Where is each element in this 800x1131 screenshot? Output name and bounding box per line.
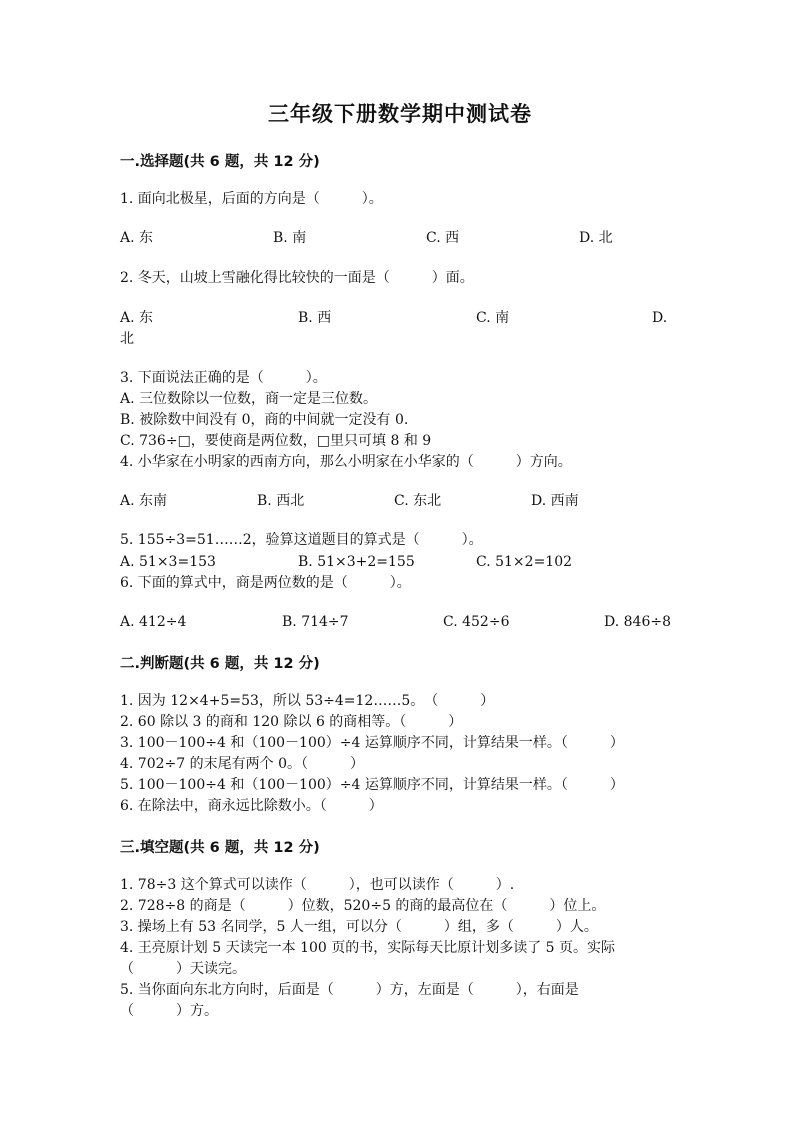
exam-title: 三年级下册数学期中测试卷 — [268, 102, 532, 126]
option-b: B. 被除数中间没有 0，商的中间就一定没有 0. — [120, 412, 409, 428]
judgement-item: 4. 702÷7 的末尾有两个 0。（ ） — [120, 756, 364, 772]
option-d-wrap: 北 — [120, 331, 134, 347]
option-c: C. 452÷6 — [443, 614, 510, 630]
option-d: D. 846÷8 — [604, 614, 671, 630]
judgement-item: 2. 60 除以 3 的商和 120 除以 6 的商相等。（ ） — [120, 714, 463, 730]
fill-blank-item: 3. 操场上有 53 名同学，5 人一组，可以分（ ）组，多（ ）人。 — [120, 919, 598, 935]
option-c: C. 736÷□，要使商是两位数，□里只可填 8 和 9 — [120, 433, 432, 449]
option-c: C. 51×2=102 — [476, 554, 573, 570]
fill-blank-item-continued: （ ）天读完。 — [120, 961, 246, 977]
fill-blank-item: 4. 王亮原计划 5 天读完一本 100 页的书，实际每天比原计划多读了 5 页。实际 — [120, 940, 616, 956]
option-d: D. 西南 — [531, 493, 579, 509]
judgement-item: 1. 因为 12×4+5=53，所以 53÷4=12……5。 （ ） — [120, 693, 495, 709]
judgement-item: 5. 100－100÷4 和（100－100）÷4 运算顺序不同，计算结果一样。（ ） — [120, 777, 624, 793]
option-b: B. 西 — [298, 310, 332, 326]
section-heading-fill-blank: 三.填空题(共 6 题，共 12 分) — [120, 840, 320, 856]
fill-blank-item: 5. 当你面向东北方向时，后面是（ ）方，左面是（ ），右面是 — [120, 982, 579, 998]
question-stem: 1. 面向北极星，后面的方向是（ ）。 — [120, 191, 383, 207]
option-b: B. 南 — [273, 230, 307, 246]
option-d: D. 北 — [579, 230, 613, 246]
option-a: A. 51×3=153 — [120, 554, 216, 570]
option-a: A. 412÷4 — [120, 614, 187, 630]
section-heading-choice: 一.选择题(共 6 题，共 12 分) — [120, 154, 320, 170]
judgement-item: 3. 100－100÷4 和（100－100）÷4 运算顺序不同，计算结果一样。（ ） — [120, 735, 624, 751]
section-heading-judgement: 二.判断题(共 6 题，共 12 分) — [120, 656, 320, 672]
option-b: B. 51×3+2=155 — [298, 554, 415, 570]
option-a: A. 东 — [120, 230, 154, 246]
fill-blank-item: 1. 78÷3 这个算式可以读作（ ），也可以读作（ ）. — [120, 877, 515, 893]
question-stem: 2. 冬天，山坡上雪融化得比较快的一面是（ ）面。 — [120, 270, 474, 286]
question-stem: 3. 下面说法正确的是（ ）。 — [120, 370, 327, 386]
option-a: A. 东南 — [120, 493, 168, 509]
judgement-item: 6. 在除法中，商永远比除数小。（ ） — [120, 798, 383, 814]
question-stem: 6. 下面的算式中，商是两位数的是（ ）。 — [120, 575, 411, 591]
option-d: D. — [652, 310, 668, 326]
fill-blank-item: 2. 728÷8 的商是（ ）位数，520÷5 的商的最高位在（ ）位上。 — [120, 898, 606, 914]
option-a: A. 三位数除以一位数，商一定是三位数。 — [120, 391, 378, 407]
option-c: C. 南 — [476, 310, 510, 326]
question-stem: 4. 小华家在小明家的西南方向，那么小明家在小华家的（ ）方向。 — [120, 454, 572, 470]
option-c: C. 东北 — [394, 493, 442, 509]
option-a: A. 东 — [120, 310, 154, 326]
option-c: C. 西 — [426, 230, 460, 246]
option-b: B. 西北 — [257, 493, 305, 509]
fill-blank-item-continued: （ ）方。 — [120, 1003, 218, 1019]
question-stem: 5. 155÷3=51……2，验算这道题目的算式是（ ）。 — [120, 532, 483, 548]
option-b: B. 714÷7 — [282, 614, 349, 630]
